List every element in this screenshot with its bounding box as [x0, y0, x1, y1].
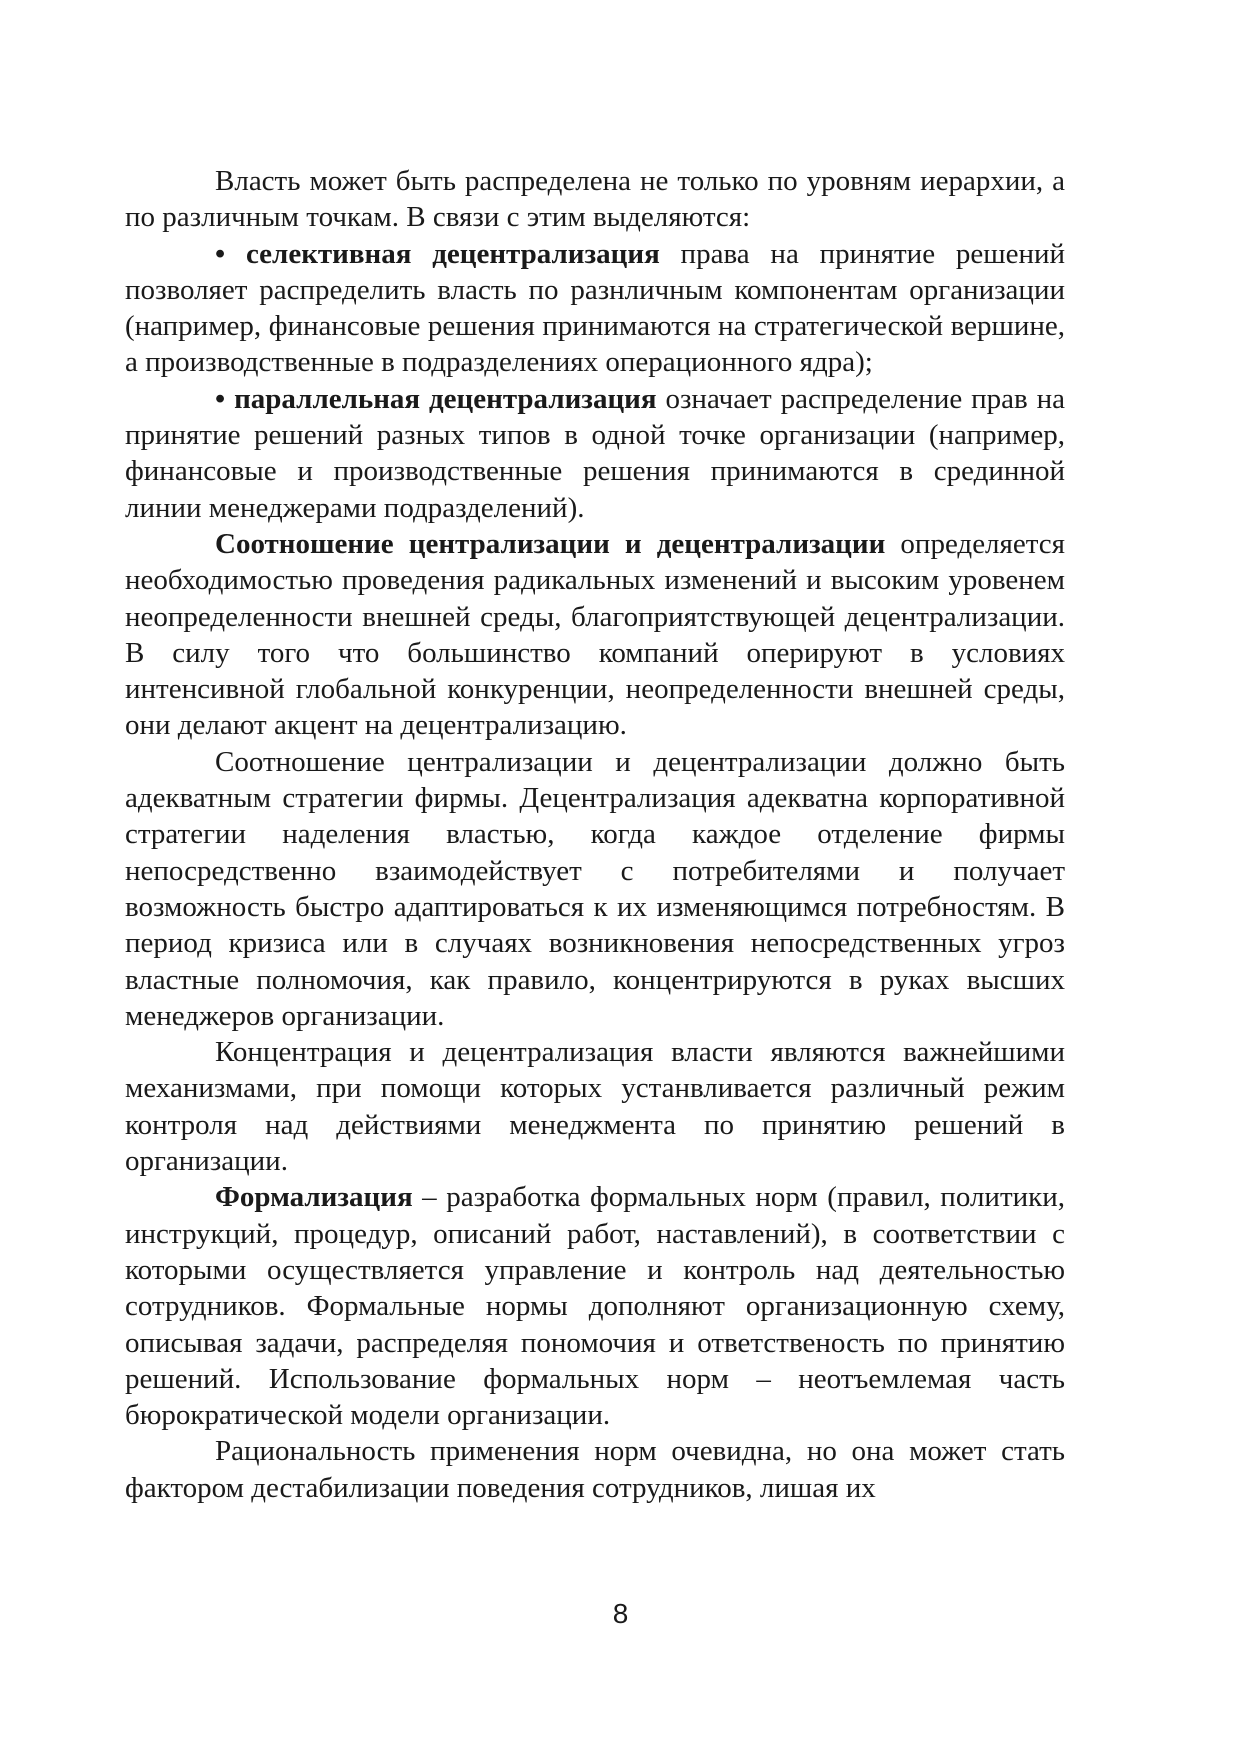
- paragraph-parallel-decentralization: [125, 381, 1065, 526]
- paragraph-text: Концентрация и децентрализация власти являются важнейшими механизмами, при помощи которых устанвливается различный режим контроля над действиями менеджмента по принятию решений в организации.: [125, 1036, 1065, 1178]
- body-text: [125, 163, 1065, 1506]
- paragraph-text: определяется необходимостью проведения радикальных изменений и высоким уровенем неопределенности внешней среды, благоприятствующей децентрализации. В силу того что большинство компаний оперируют в условиях интенсивной глобальной конкуренции, неопределенности внешней среды, они делают акцент на децентрализацию.: [125, 527, 1065, 742]
- paragraph-text: Рациональность применения норм очевидна, но она может стать фактором дестабилизации поведения сотрудников, лишая их: [125, 1435, 1065, 1504]
- term-formalization: Формализация: [215, 1181, 413, 1214]
- paragraph-text: означает распределение прав на принятие решений разных типов в одной точке организации (например, финансовые и производственные решения принимаются в срединной линии менеджерами подразделений).: [125, 382, 1066, 524]
- paragraph-centralization-ratio: [125, 526, 1065, 744]
- bullet-marker: •: [215, 237, 226, 270]
- term-centralization-ratio: Соотношение централизации и децентрализации: [215, 527, 886, 560]
- term-parallel-decentralization: параллельная децентрализация: [234, 382, 657, 415]
- bullet-marker: •: [215, 382, 226, 415]
- paragraph-formalization: [125, 1179, 1065, 1433]
- paragraph-selective-decentralization: [125, 236, 1065, 381]
- paragraph-intro: [125, 163, 1065, 236]
- paragraph-text: – разработка формальных норм (правил, политики, инструкций, процедур, описаний работ, наставлений), в соответствии с которыми осуществляется управление и контроль над деятельностью сотрудников. Формальные нормы дополняют организационную схему, описывая задачи, распределяя пономочия и ответственость по принятию решений. Использование формальных норм – неотъемлемая часть бюрократической модели организации.: [125, 1181, 1065, 1432]
- paragraph-text: права на принятие решений позволяет распределить власть по разнличным компонентам организации (например, финансовые решения принимаются на стратегической вершине, а производственные в подразделениях операционного ядра);: [125, 237, 1066, 379]
- paragraph-strategy-adequacy: [125, 744, 1065, 1034]
- paragraph-concentration: [125, 1034, 1065, 1179]
- page-number: 8: [612, 1598, 629, 1629]
- term-selective-decentralization: селективная децентрализация: [245, 237, 660, 270]
- paragraph-text: Власть может быть распределена не только по уровням иерархии, а по различным точкам. В связи с этим выделяются:: [125, 165, 1065, 234]
- paragraph-rationality: [125, 1433, 1065, 1506]
- paragraph-text: Соотношение централизации и децентрализации должно быть адекватным стратегии фирмы. Децентрализация адекватна корпоративной стратегии наделения властью, когда каждое отделение фирмы непосредственно взаимодействует с потребителями и получает возможность быстро адаптироваться к их изменяющимся потребностям. В период кризиса или в случаях возникновения непосредственных угроз властные полномочия, как правило, концентрируются в руках высших менеджеров организации.: [125, 745, 1065, 1032]
